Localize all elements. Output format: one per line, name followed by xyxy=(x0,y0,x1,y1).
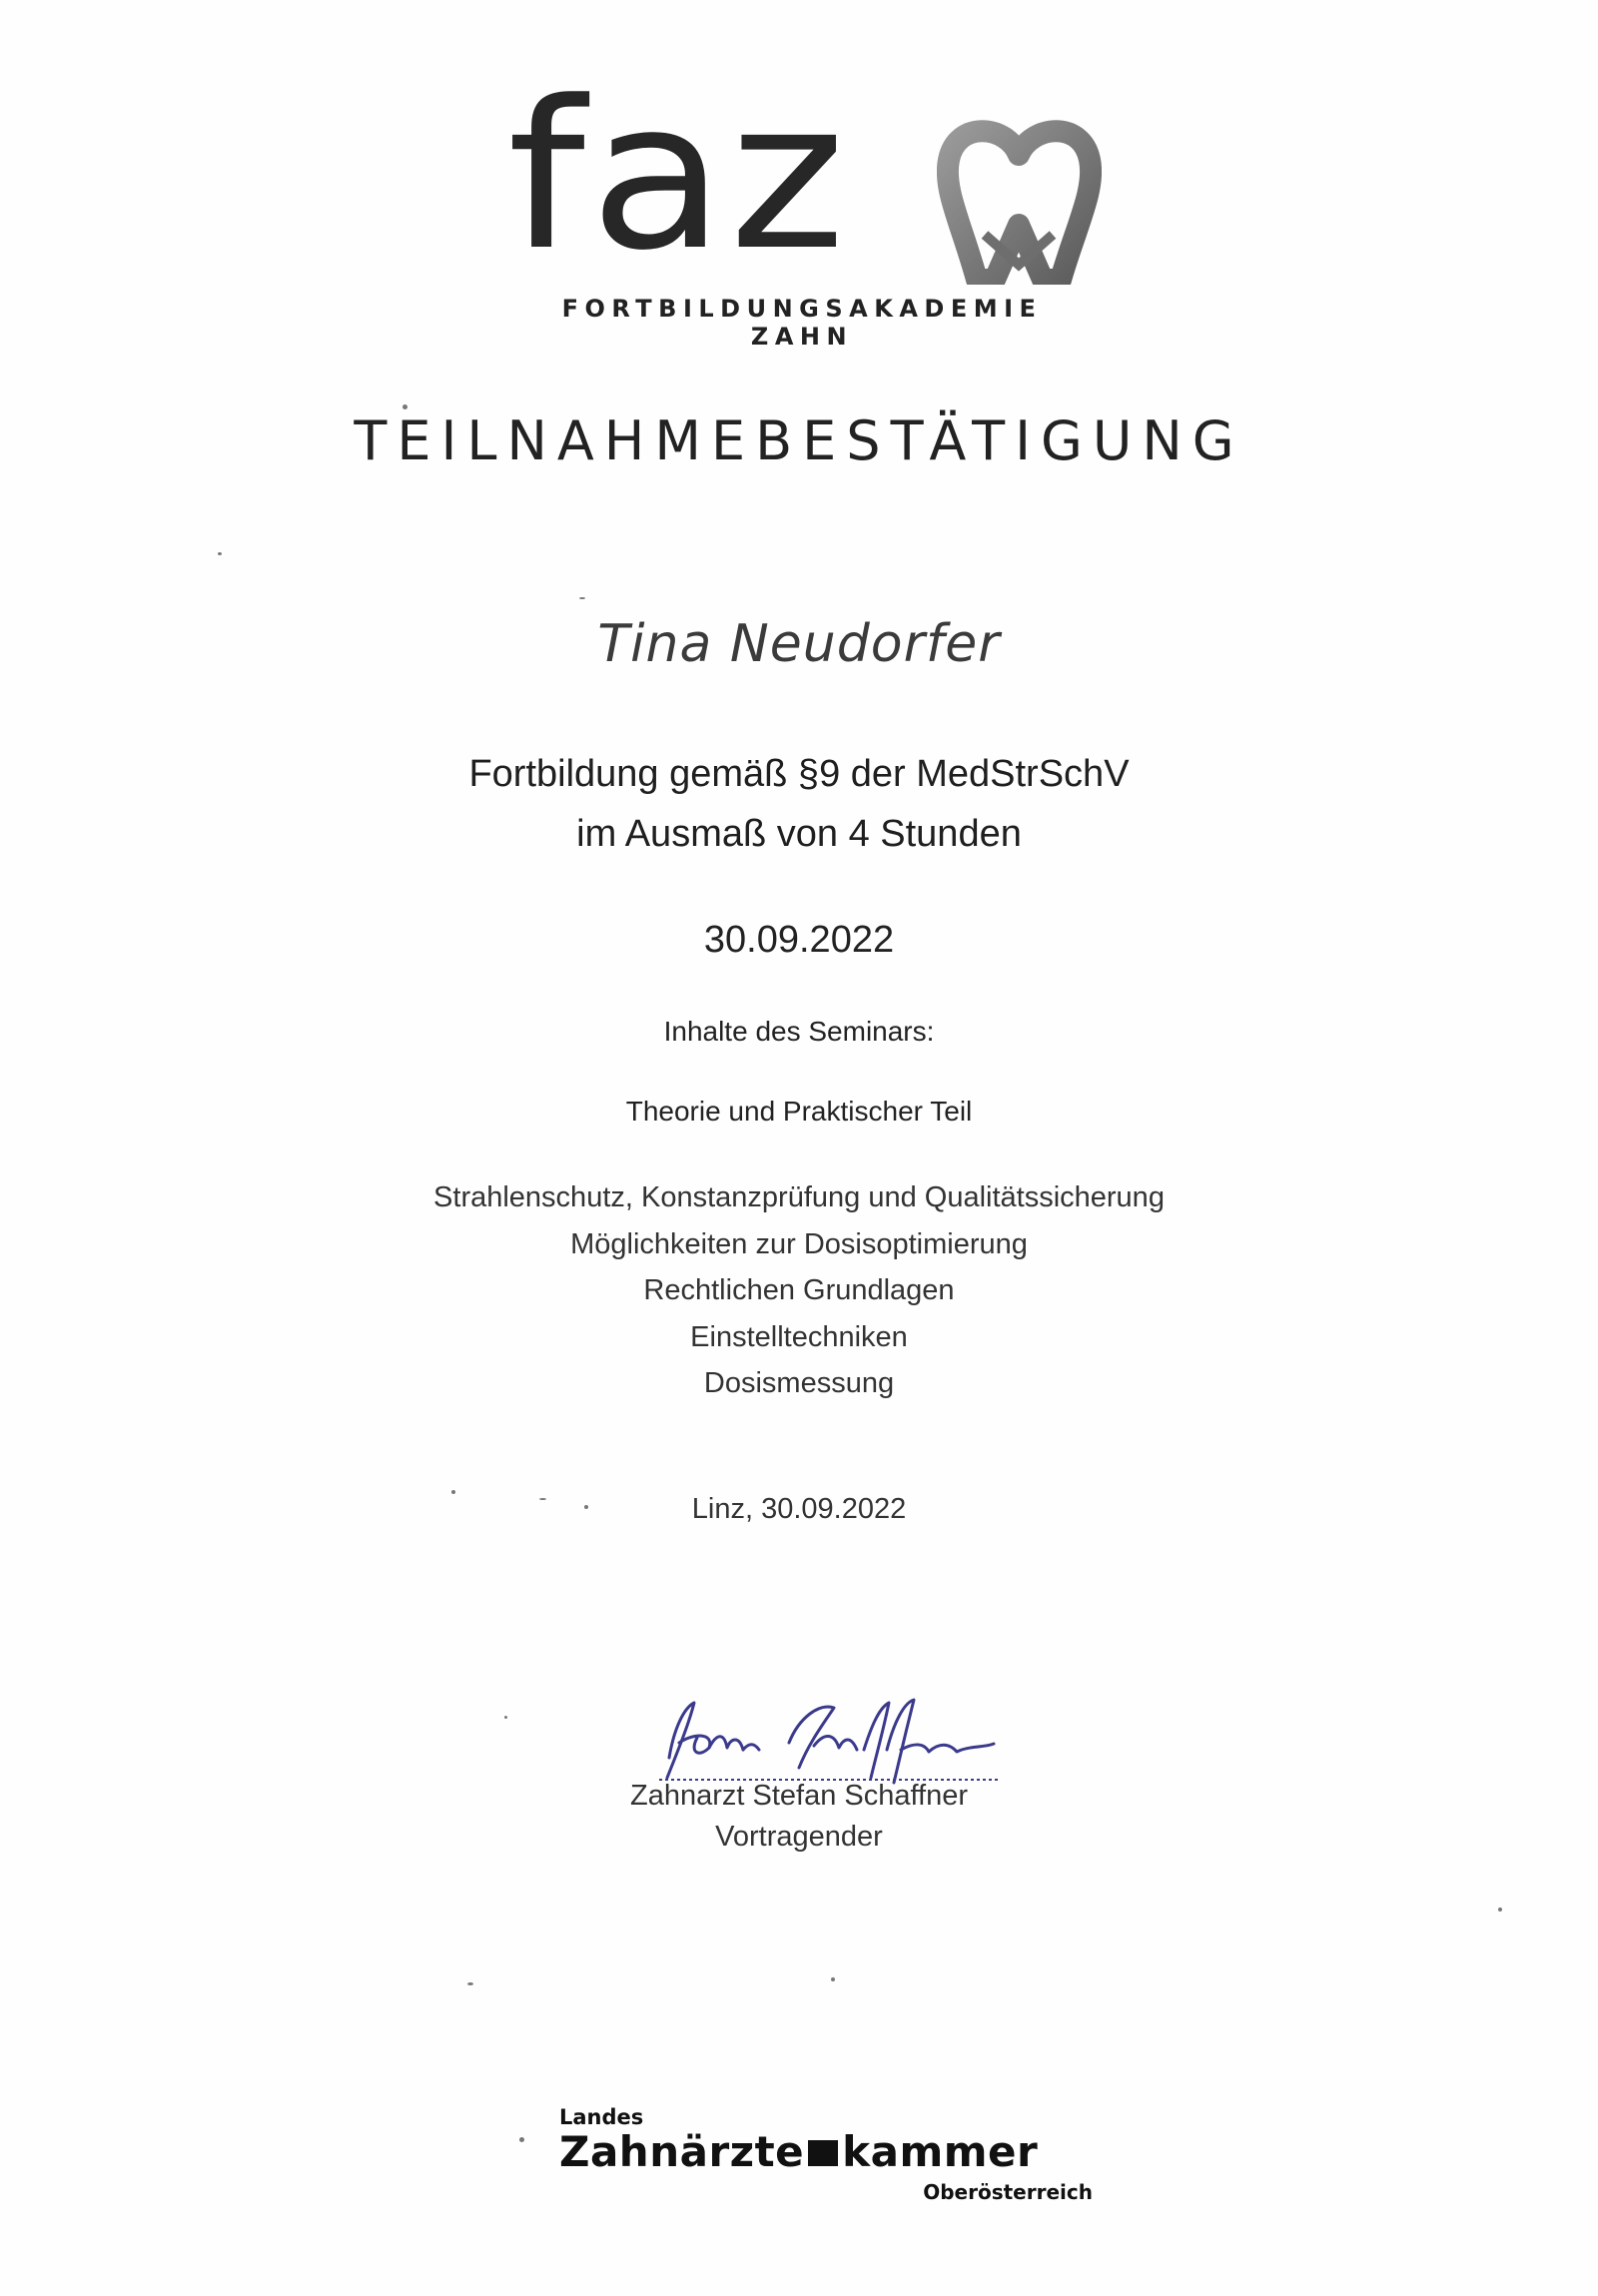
faz-logo xyxy=(507,58,1097,351)
signatory-role: Vortragender xyxy=(715,1821,883,1853)
scan-speck xyxy=(504,1716,507,1719)
topic-item: Rechtlichen Grundlagen xyxy=(643,1274,955,1306)
scan-speck xyxy=(467,1982,473,1985)
scan-speck xyxy=(1498,1908,1502,1912)
footer-logo-small-text: Landes xyxy=(559,2105,644,2129)
course-date: 30.09.2022 xyxy=(703,919,895,961)
topic-item: Dosismessung xyxy=(703,1367,895,1399)
scan-speck xyxy=(831,1977,835,1981)
place-and-date: Linz, 30.09.2022 xyxy=(691,1493,907,1525)
topic-item: Einstelltechniken xyxy=(690,1320,908,1353)
faz-wordmark: faz xyxy=(507,58,850,296)
scan-speck xyxy=(519,2137,524,2142)
footer-logo-main-text xyxy=(559,2127,1038,2176)
faz-tagline: FORTBILDUNGSAKADEMIE ZAHN xyxy=(561,295,1043,351)
course-line-1: Fortbildung gemäß §9 der MedStrSchV xyxy=(468,753,1130,795)
course-line-2: im Ausmaß von 4 Stunden xyxy=(576,813,1022,855)
scan-speck xyxy=(218,552,222,555)
contents-heading: Inhalte des Seminars: xyxy=(663,1016,935,1047)
footer-logo-square-icon xyxy=(808,2140,838,2166)
course-description xyxy=(0,744,1598,864)
zahnaerztekammer-logo xyxy=(559,2105,1099,2215)
signatory-name: Zahnarzt Stefan Schaffner xyxy=(629,1780,968,1812)
tooth-heart-icon xyxy=(937,115,1102,285)
footer-logo-main-right: kammer xyxy=(842,2127,1039,2176)
topic-item: Möglichkeiten zur Dosisoptimierung xyxy=(570,1227,1028,1260)
footer-logo-main-left: Zahnärzte xyxy=(559,2127,805,2176)
document-title: TEILNAHMEBESTÄTIGUNG xyxy=(354,409,1244,472)
topic-list xyxy=(0,1174,1598,1407)
footer-logo-region: Oberösterreich xyxy=(923,2180,1093,2204)
scan-speck xyxy=(579,597,585,599)
topic-item: Strahlenschutz, Konstanzprüfung und Qualitätssicherung xyxy=(433,1181,1165,1213)
recipient-name: Tina Neudorfer xyxy=(597,614,1001,674)
contents-subheading: Theorie und Praktischer Teil xyxy=(625,1096,973,1127)
